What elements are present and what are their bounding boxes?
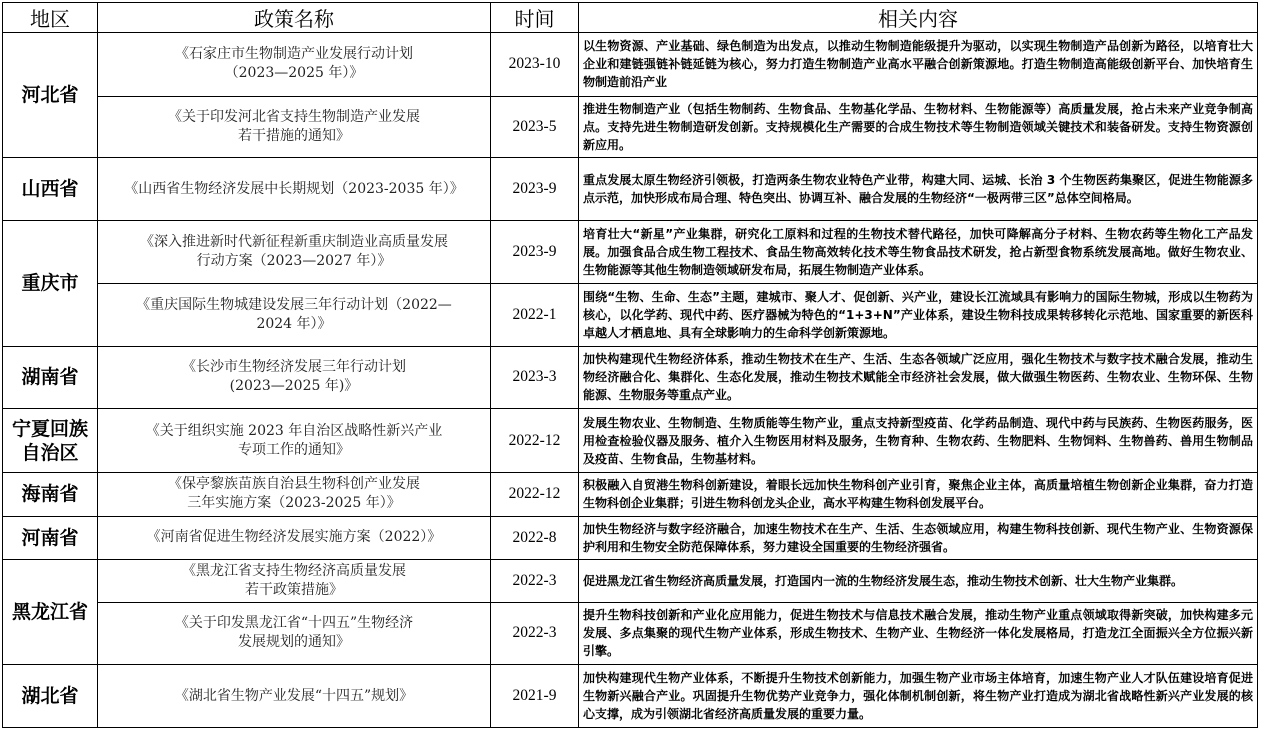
region-cell: 山西省: [3, 158, 98, 221]
policy-name: 《深入推进新时代新征程新重庆制造业高质量发展 行动方案（2023—2027 年）》: [98, 221, 491, 284]
policy-time: 2022-3: [491, 560, 579, 602]
policy-content: 提升生物科技创新和产业化应用能力，促进生物技术与信息技术融合发展，推动生物产业重点领域取得新突破，加快构建多元发展、多点集聚的现代生物产业体系，形成生物技术、生物产业、生物经济一体化发展格局，打造龙江全面振兴全方位振兴新引擎。: [579, 602, 1258, 665]
table-row: [3, 602, 1258, 665]
policy-name: 《保亭黎族苗族自治县生物科创产业发展 三年实施方案（2023-2025 年）》: [98, 473, 491, 517]
policy-name: 《重庆国际生物城建设发展三年行动计划（2022— 2024 年）》: [98, 283, 491, 346]
table-row: [3, 665, 1258, 728]
header-row: [3, 3, 1258, 33]
table-row: [3, 560, 1258, 602]
policy-content: 积极融入自贸港生物科创新建设，着眼长远加快生物科创产业引育，聚焦企业主体，高质量培植生物创新企业集群，奋力打造生物科创企业集群；引进生物科创龙头企业，高水平构建生物科创发展平台。: [579, 473, 1258, 517]
header-time: 时间: [491, 3, 579, 33]
policy-content: 以生物资源、产业基础、绿色制造为出发点，以推动生物制造能级提升为驱动，以实现生物制造产品创新为路径，以培育壮大企业和建链强链补链延链为核心，努力打造生物制造产业高水平融合创新策源地。打造生物制造高能级创新平台、加快培育生物制造前沿产业: [579, 33, 1258, 97]
policy-name: 《石家庄市生物制造产业发展行动计划 （2023—2025 年）》: [98, 33, 491, 97]
header-content: 相关内容: [579, 3, 1258, 33]
policy-name: 《黑龙江省支持生物经济高质量发展 若干政策措施》: [98, 560, 491, 602]
policy-time: 2023-9: [491, 158, 579, 221]
table-row: [3, 283, 1258, 346]
policy-content: 加快构建现代生物经济体系，推动生物技术在生产、生活、生态各领域广泛应用，强化生物技术与数字技术融合发展，推动生物经济融合化、集群化、生态化发展，推动生物技术赋能全市经济社会发展，做大做强生物医药、生物农业、生物环保、生物能源、生物服务等重点产业。: [579, 346, 1258, 409]
policy-time: 2023-3: [491, 346, 579, 409]
policy-time: 2023-9: [491, 221, 579, 284]
policy-name: 《河南省促进生物经济发展实施方案（2022）》: [98, 516, 491, 560]
table-row: [3, 33, 1258, 97]
region-cell: 河北省: [3, 33, 98, 158]
policy-time: 2022-12: [491, 473, 579, 517]
policy-time: 2022-3: [491, 602, 579, 665]
table-row: [3, 96, 1258, 158]
policy-name: 《长沙市生物经济发展三年行动计划 (2023—2025 年)》: [98, 346, 491, 409]
header-region: 地区: [3, 3, 98, 33]
table-row: [3, 516, 1258, 560]
header-policy: 政策名称: [98, 3, 491, 33]
policy-name: 《关于组织实施 2023 年自治区战略性新兴产业 专项工作的通知》: [98, 409, 491, 473]
policy-name: 《关于印发河北省支持生物制造产业发展 若干措施的通知》: [98, 96, 491, 158]
policy-name: 《山西省生物经济发展中长期规划（2023-2035 年）》: [98, 158, 491, 221]
region-cell: 重庆市: [3, 221, 98, 346]
region-cell: 河南省: [3, 516, 98, 560]
policy-time: 2023-10: [491, 33, 579, 97]
policy-time: 2022-1: [491, 283, 579, 346]
policy-content: 发展生物农业、生物制造、生物质能等生物产业，重点支持新型疫苗、化学药品制造、现代中药与民族药、生物医药服务，医用检查检验仪器及服务、植介入生物医用材料及服务，生物育种、生物农药、生物肥料、生物饲料、生物兽药、兽用生物制品及疫苗、生物食品，生物基材料。: [579, 409, 1258, 473]
region-cell: 湖南省: [3, 346, 98, 409]
policy-content: 培育壮大“新星”产业集群，研究化工原料和过程的生物技术替代路径，加快可降解高分子材料、生物农药等生物化工产品发展。加强食品合成生物工程技术、食品生物高效转化技术等生物食品技术研发，抢占新型食物系统发展高地。做好生物农业、生物能源等其他生物制造领域研发布局，拓展生物制造产业体系。: [579, 221, 1258, 284]
policy-content: 促进黑龙江省生物经济高质量发展，打造国内一流的生物经济发展生态，推动生物技术创新、壮大生物产业集群。: [579, 560, 1258, 602]
policy-time: 2022-12: [491, 409, 579, 473]
region-cell: 海南省: [3, 473, 98, 517]
region-cell: 黑龙江省: [3, 560, 98, 665]
policy-content: 推进生物制造产业（包括生物制药、生物食品、生物基化学品、生物材料、生物能源等）高质量发展，抢占未来产业竞争制高点。支持先进生物制造研发创新。支持规模化生产需要的合成生物技术等生物制造领域关键技术和装备研发。支持生物资源创新应用。: [579, 96, 1258, 158]
policy-table: [2, 2, 1258, 728]
policy-name: 《湖北省生物产业发展“十四五”规划》: [98, 665, 491, 728]
region-cell: 湖北省: [3, 665, 98, 728]
policy-content: 加快生物经济与数字经济融合，加速生物技术在生产、生活、生态领域应用，构建生物科技创新、现代生物产业、生物资源保护利用和生物安全防范保障体系，努力建设全国重要的生物经济强省。: [579, 516, 1258, 560]
region-cell: 宁夏回族自治区: [3, 409, 98, 473]
policy-name: 《关于印发黑龙江省“十四五”生物经济 发展规划的通知》: [98, 602, 491, 665]
policy-time: 2023-5: [491, 96, 579, 158]
policy-content: 重点发展太原生物经济引领极，打造两条生物农业特色产业带，构建大同、运城、长治 3 个生物医药集聚区，促进生物能源多点示范，加快形成布局合理、特色突出、协调互补、融合发展的生物经济“一极两带三区”总体空间格局。: [579, 158, 1258, 221]
table-row: [3, 409, 1258, 473]
table-row: [3, 221, 1258, 284]
table-row: [3, 473, 1258, 517]
policy-content: 加快构建现代生物产业体系，不断提升生物技术创新能力，加强生物产业市场主体培育，加速生物产业人才队伍建设培育促进生物新兴融合产业。巩固提升生物优势产业竞争力，强化体制机制创新，将生物产业打造成为湖北省战略性新兴产业发展的核心支撑，成为引领湖北省经济高质量发展的重要力量。: [579, 665, 1258, 728]
policy-time: 2022-8: [491, 516, 579, 560]
table-row: [3, 158, 1258, 221]
policy-time: 2021-9: [491, 665, 579, 728]
table-row: [3, 346, 1258, 409]
policy-content: 围绕“生物、生命、生态”主题，建城市、聚人才、促创新、兴产业，建设长江流域具有影响力的国际生物城，形成以生物药为核心，以化学药、现代中药、医疗器械为特色的“1+3+N”产业体系，建设生物科技成果转移转化示范地、国家重要的新医科卓越人才栖息地、具有全球影响力的生命科学创新策源地。: [579, 283, 1258, 346]
